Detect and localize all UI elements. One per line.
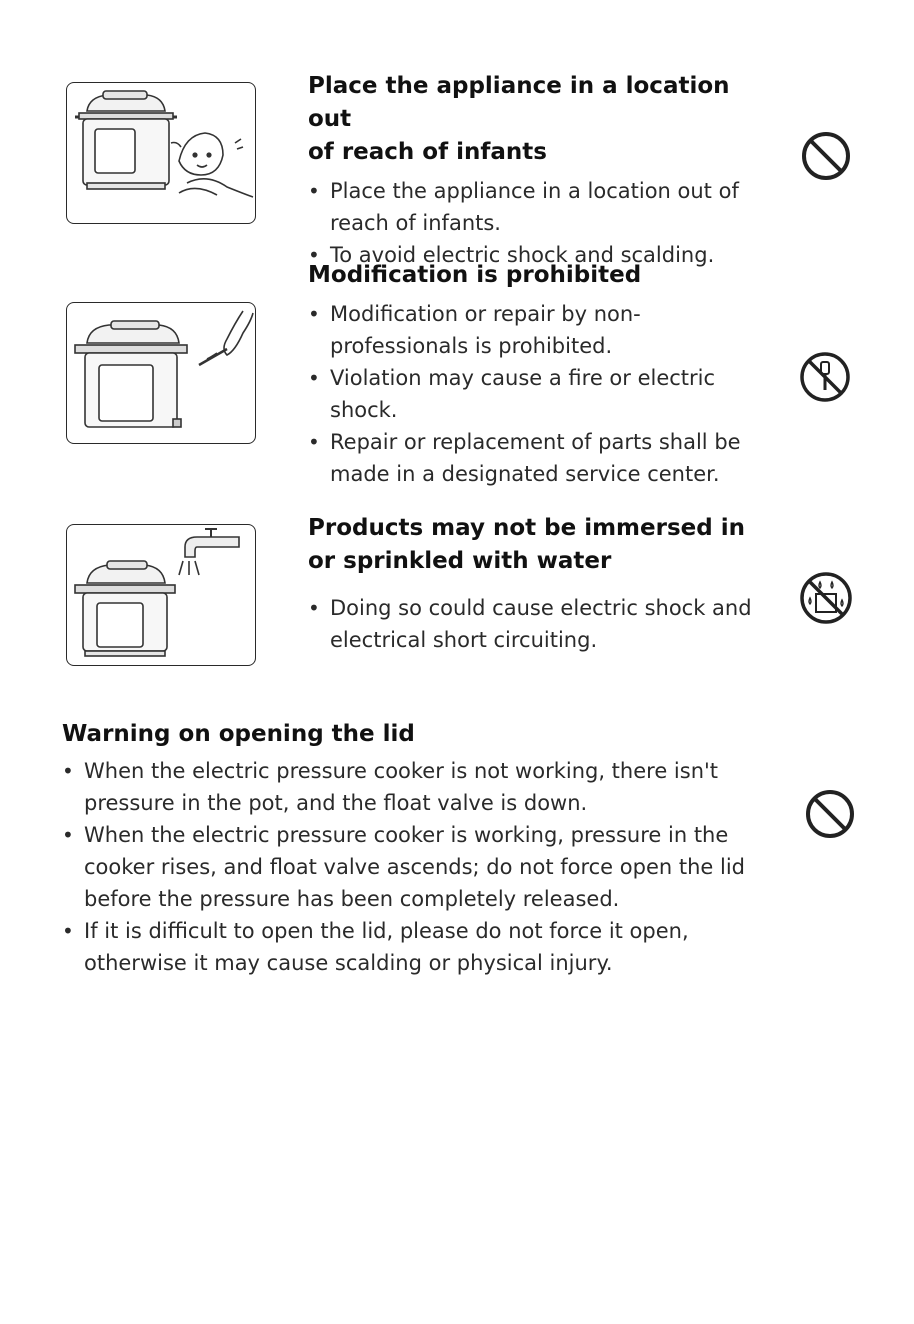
prohibited-sign-icon (804, 788, 856, 844)
illustration-cooker-faucet (66, 524, 256, 666)
no-disassembly-icon (798, 350, 852, 408)
bullet-item: • Violation may cause a fire or electric shock. (308, 362, 768, 426)
bullet-list (308, 175, 768, 271)
section-water (308, 512, 768, 656)
heading-line: Place the appliance in a location out (308, 73, 730, 132)
section-modification (308, 259, 768, 490)
heading-line: of reach of infants (308, 139, 547, 165)
bullet-item: • Place the appliance in a location out of reach of infants. (308, 175, 768, 239)
illustration-cooker-screwdriver (66, 302, 256, 444)
bullet-list (308, 298, 768, 490)
section-lid-warning (62, 718, 762, 979)
bullet-item: • When the electric pressure cooker is not working, there isn't pressure in the pot, and the float valve is down. (62, 755, 762, 819)
no-water-icon (798, 570, 854, 630)
illustration-cooker-infant (66, 82, 256, 224)
bullet-item: • If it is difficult to open the lid, please do not force it open, otherwise it may cause scalding or physical injury. (62, 915, 762, 979)
section-infants (308, 70, 768, 271)
cooker-faucet-drawing (67, 525, 255, 665)
bullet-item: • Repair or replacement of parts shall be made in a designated service center. (308, 426, 768, 490)
bullet-item: • Modification or repair by non-professionals is prohibited. (308, 298, 768, 362)
bullet-item: • When the electric pressure cooker is working, pressure in the cooker rises, and float valve ascends; do not force open the lid before the pressure has been completely released. (62, 819, 762, 915)
heading-lid-warning: Warning on opening the lid (62, 721, 415, 747)
prohibited-sign-icon (800, 130, 852, 186)
heading-modification (308, 259, 768, 292)
cooker-screwdriver-drawing (67, 303, 255, 443)
heading-infants (308, 70, 768, 169)
heading-water (308, 512, 768, 578)
bullet-item: • Doing so could cause electric shock and electrical short circuiting. (308, 592, 768, 656)
bullet-list (62, 755, 762, 979)
heading-line: or sprinkled with water (308, 548, 612, 574)
bullet-item: • To avoid electric shock and scalding. (308, 239, 768, 271)
heading-line: Products may not be immersed in (308, 515, 745, 541)
bullet-list (308, 592, 768, 656)
heading-line: Modification is prohibited (308, 262, 642, 288)
cooker-infant-drawing (67, 83, 255, 223)
